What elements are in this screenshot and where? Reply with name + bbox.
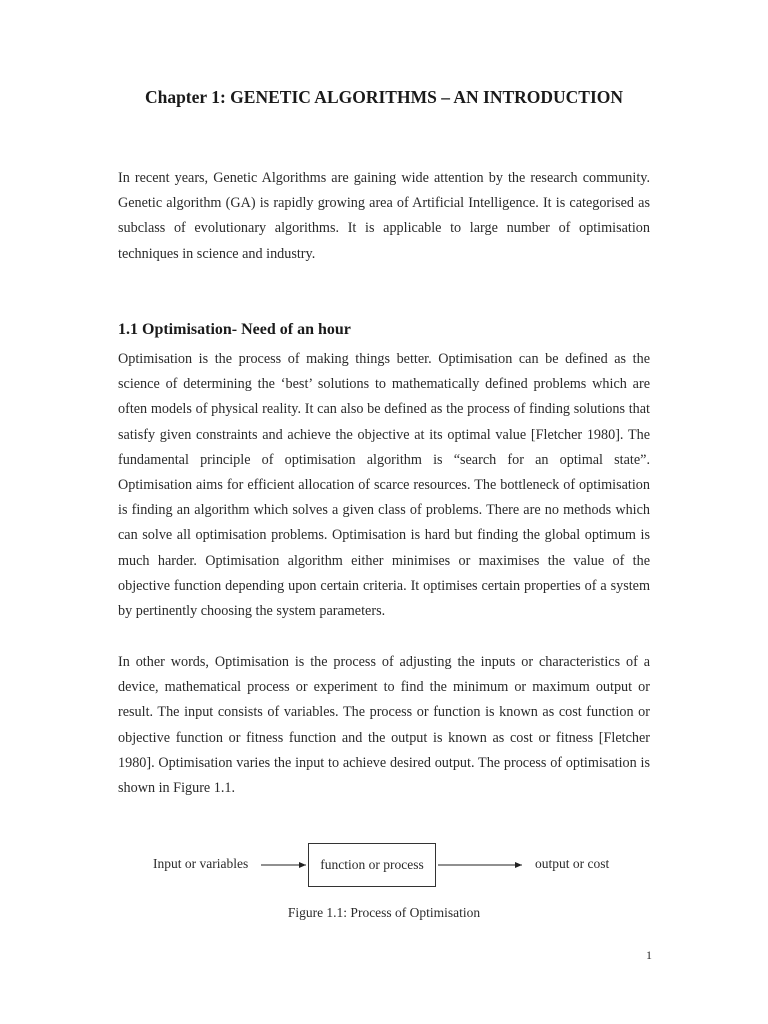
figure-caption: Figure 1.1: Process of Optimisation — [287, 905, 481, 920]
process-label: function or process — [320, 857, 424, 872]
section-heading: 1.1 Optimisation- Need of an hour — [118, 321, 351, 338]
section-paragraph: In other words, Optimisation is the process of adjusting the inputs or characteristics of a device, mathematical process or experiment to find the minimum or maximum output or result. The input consists of variables. The process or function is known as cost function or objective function or fitness function and the output is known as cost or fitness [Fletcher 1980]. Optimisation varies the input to achieve desired output. The process of optimisation is shown in Figure 1.1. — [118, 654, 650, 797]
intro-paragraph: In recent years, Genetic Algorithms are gaining wide attention by the research community. Genetic algorithm (GA) is rapidly growing area of Artificial Intelligence. It is categorised as subclass of evolutionary algorithms. It is applicable to large number of optimisation techniques in science and industry. — [118, 170, 650, 262]
output-label: output or cost — [535, 856, 610, 871]
input-label: Input or variables — [153, 856, 249, 871]
chapter-title: Chapter 1: GENETIC ALGORITHMS – AN INTRODUCTION — [144, 87, 624, 107]
optimisation-process-diagram — [0, 840, 768, 890]
section-paragraph: Optimisation is the process of making things better. Optimisation can be defined as the science of determining the ‘best’ solutions to mathematically defined problems which are often models of physical reality. It can also be defined as the process of finding solutions that satisfy given constraints and achieve the objective at its optimal value [Fletcher 1980]. The fundamental principle of optimisation algorithm is “search for an optimal state”. Optimisation aims for efficient allocation of scarce resources. The bottleneck of optimisation is finding an algorithm which solves a given class of problems. There are no methods which can solve all optimisation problems. Optimisation is hard but finding the global optimum is much harder. Optimisation algorithm either minimises or maximises the value of the objective function depending upon certain criteria. It optimises certain properties of a system by pertinently choosing the system parameters. — [118, 351, 650, 620]
page-number: 1 — [646, 948, 652, 962]
process-box — [308, 843, 436, 887]
